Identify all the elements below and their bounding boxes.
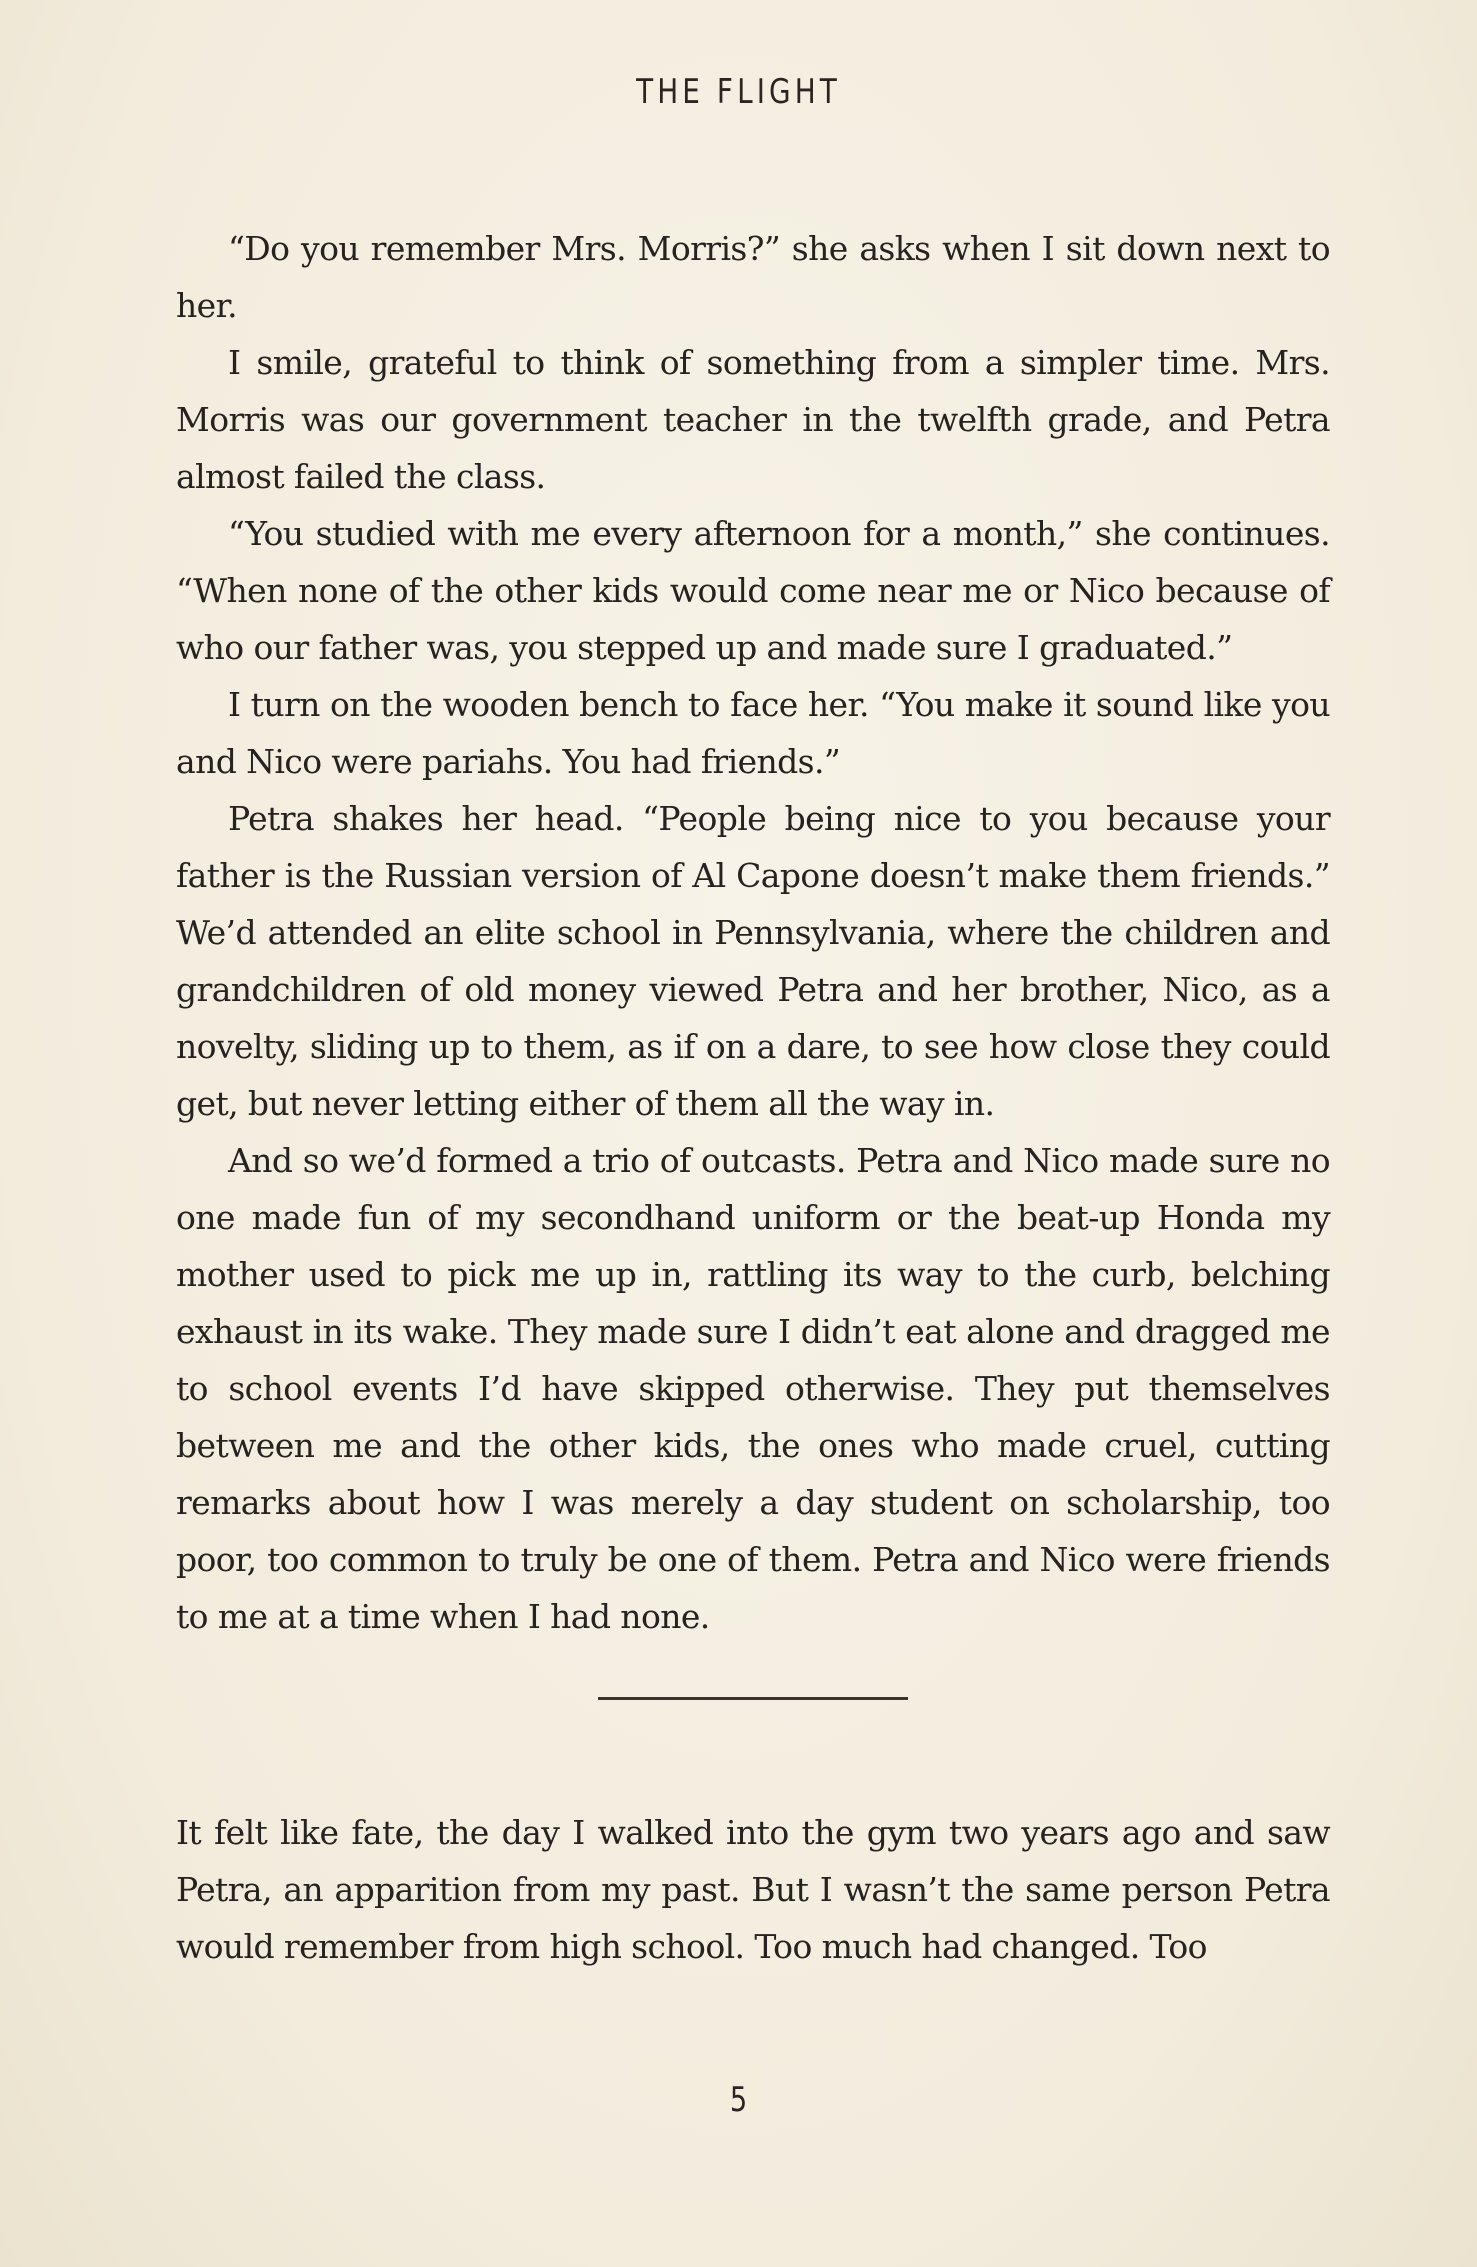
paragraph: I smile, grateful to think of something from a simpler time. Mrs. Morris was our government teacher in the twelfth grade, and Petra almost failed the class. <box>176 343 1330 496</box>
paragraph: It felt like fate, the day I walked into the gym two years ago and saw Petra, an apparition from my past. But I wasn’t the same person Petra would remember from high school. Too much had changed. Too <box>176 1813 1330 1966</box>
paragraph: “Do you remember Mrs. Morris?” she asks when I sit down next to her. <box>176 229 1330 325</box>
running-head-title: THE FLIGHT <box>636 72 841 112</box>
paragraph: I turn on the wooden bench to face her. “You make it sound like you and Nico were pariahs. You had friends.” <box>176 685 1330 781</box>
section-break-rule <box>598 1697 908 1700</box>
paragraph: Petra shakes her head. “People being nice to you because your father is the Russian version of Al Capone doesn’t make them friends.” We’d attended an elite school in Pennsylvania, where the children and grandchildren of old money viewed Petra and her brother, Nico, as a novelty, sliding up to them, as if on a dare, to see how close they could get, but never letting either of them all the way in. <box>176 799 1330 1123</box>
paragraph: And so we’d formed a trio of outcasts. Petra and Nico made sure no one made fun of my secondhand uniform or the beat-up Honda my mother used to pick me up in, rattling its way to the curb, belching exhaust in its wake. They made sure I didn’t eat alone and dragged me to school events I’d have skipped otherwise. They put themselves between me and the other kids, the ones who made cruel, cutting remarks about how I was merely a day student on scholarship, too poor, too common to truly be one of them. Petra and Nico were friends to me at a time when I had none. <box>176 1141 1330 1636</box>
page-number: 5 <box>729 2080 748 2120</box>
paragraph: “You studied with me every afternoon for a month,” she continues. “When none of the other kids would come near me or Nico because of who our father was, you stepped up and made sure I graduated.” <box>176 514 1330 667</box>
body-text <box>176 220 1330 1975</box>
